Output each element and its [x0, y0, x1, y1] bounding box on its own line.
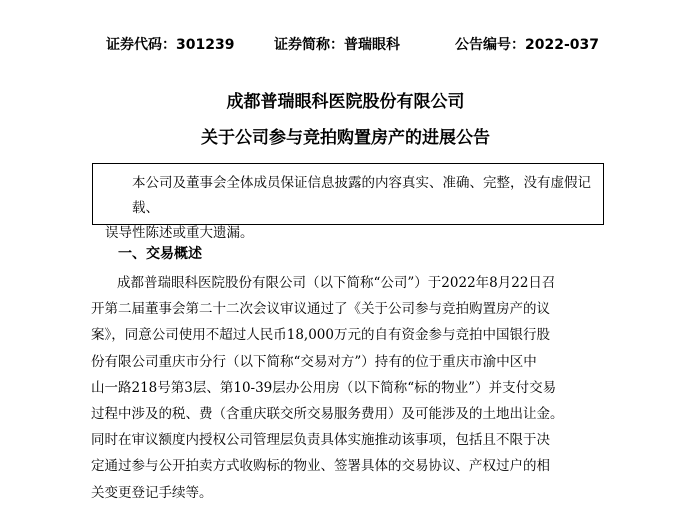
paragraph-line: 山一路218号第3层、第10-39层办公用房（以下简称“标的物业”）并支付交易: [91, 379, 557, 396]
paragraph-line: 同时在审议额度内授权公司管理层负责具体实施推动该事项，包括且不限于决: [91, 432, 550, 449]
company-name-title: 成都普瑞眼科医院股份有限公司: [226, 92, 465, 112]
section-heading-transaction-overview: 一、交易概述: [118, 246, 202, 262]
paragraph-line: 关变更登记手续等。: [91, 484, 213, 501]
paragraph-line: 案》，同意公司使用不超过人民币18,000万元的自有资金参与竞拍中国银行股: [91, 327, 550, 344]
section-body-paragraph: [91, 270, 606, 506]
paragraph-line: 定通过参与公开拍卖方式收购标的物业、签署具体的交易协议、产权过户的相: [91, 458, 550, 475]
announcement-number: 公告编号：2022-037: [455, 37, 599, 53]
paragraph-line: 过程中涉及的税、费（含重庆联交所交易服务费用）及可能涉及的土地出让金。: [91, 406, 564, 423]
announcement-subject-title: 关于公司参与竞拍购置房产的进展公告: [201, 128, 490, 148]
notice-line-2: 误导性陈述或重大遗漏。: [105, 225, 254, 241]
paragraph-line: 份有限公司重庆市分行（以下简称“交易对方”）持有的位于重庆市渝中区中: [91, 353, 537, 370]
announcement-header: [0, 30, 691, 56]
notice-line-1: 本公司及董事会全体成员保证信息披露的内容真实、准确、完整，没有虚假记载、: [132, 175, 591, 216]
paragraph-line: 开第二届董事会第二十二次会议审议通过了《关于公司参与竞拍购置房产的议: [91, 301, 550, 318]
paragraph-line: 成都普瑞眼科医院股份有限公司（以下简称“公司”）于2022年8月22日召: [117, 275, 556, 291]
securities-abbreviation: 证券简称：普瑞眼科: [274, 37, 400, 53]
disclosure-notice-box: [92, 163, 604, 241]
securities-code: 证券代码：301239: [106, 37, 235, 53]
